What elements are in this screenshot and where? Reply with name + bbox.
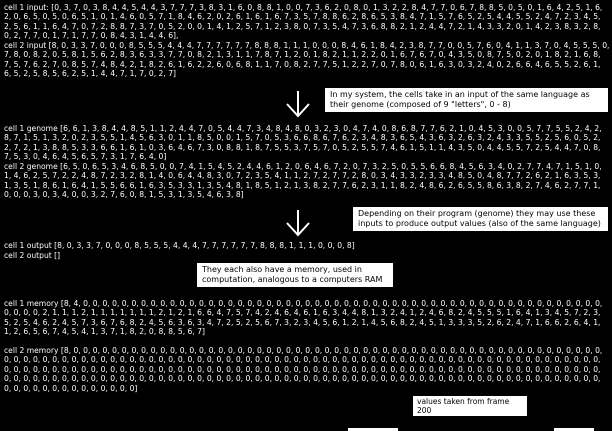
cell2-memory-text: cell 2 memory [8, 0, 0, 0, 0, 0, 0, 0, 0, 0, 0, 0, 0, 0, 0, 0, 0, 0, 0, 0, 0, 0, 0, 0, 0, 0, 0, 0, 0, 0, 0, 0, 0, 0, 0, 0, 0, 0, 0, 0, 0, 0, 0, 0, 0, 0, 0, 0, 0, 0, 0, 0, 0, 0, 0, 0, 0, 0, 0, 0, 0, 0, 0, 0, 0, 0, 0, 0, 0, 0, 0, 0, 0, 0, 0, 0, 0, 0, 0, 0, 0, 0, 0, 0, 0, 0, 0, 0, 0, 0, 0, 0, 0, 0, 0, 0, 0, 0, 0, 0, 0, 0, 0, 0, 0, 0, 0, 0, 0, 0, 0, 0, 0, 0, 0, 0, 0, 0, 0, 0, 0, 0, 0, 0, 0, 0, 0, 0, 0, 0, 0, 0, 0, 0, 0, 0, 0, 0, 0, 0, 0, 0, 0, 0, 0, 0, 0, 0, 0, 0, 0, 0, 0, 0, 0, 0, 0, 0, 0, 0, 0, 0, 0, 0, 0, 0, 0, 0, 0, 0, 0, 0, 0, 0, 0, 0, 0, 0, 0, 0, 0, 0, 0, 0, 0, 0, 0, 0, 0, 0, 0, 0, 0, 0, 0, 0, 0, 0, 0, 0, 0, 0, 0, 0, 0, 0, 0, 0, 0, 0, 0, 0, 0, 0, 0, 0, 0, 0, 0, 0, 0, 0, 0, 0, 0, 0, 0, 0, 0, 0, 0, 0, 0, 0, 0, 0, 0, 0, 0, 0, 0, 0, 0, 0, 0, 0, 0, 0, 0, 0, 0, 0, 0, 0, 0, 0]	[4, 346, 603, 393]
cell1-input-text: cell 1 input: [0, 3, 7, 0, 3, 8, 4, 4, 5, 4, 4, 3, 7, 7, 7, 3, 8, 3, 1, 6, 0, 8, 8, 1, 0, 0, 7, 3, 6, 2, 0, 8, 0, 1, 3, 2, 2, 8, 4, 7, 7, 0, 6, 7, 8, 8, 5, 0, 5, 0, 1, 6, 4, 2, 5, 1, 6, 2, 0, 6, 5, 0, 5, 0, 6, 5, 1, 0, 1, 4, 6, 0, 5, 7, 1, 8, 4, 6, 2, 0, 2, 6, 1, 6, 1, 6, 7, 3, 5, 7, 8, 8, 6, 2, 8, 6, 5, 3, 8, 4, 7, 1, 5, 7, 6, 5, 2, 5, 4, 4, 5, 5, 2, 4, 7, 2, 3, 4, 5, 2, 5, 6, 1, 1, 6, 4, 7, 0, 7, 2, 8, 8, 7, 3, 7, 0, 5, 2, 0, 0, 1, 4, 1, 2, 5, 7, 1, 2, 3, 8, 0, 7, 3, 5, 4, 7, 3, 6, 8, 8, 2, 1, 2, 4, 4, 7, 2, 1, 4, 3, 3, 2, 0, 1, 4, 2, 3, 8, 3, 2, 8, 0, 2, 7, 7, 0, 1, 7, 1, 7, 7, 0, 8, 4, 3, 1, 4, 4, 6],	[4, 3, 603, 41]
note-input-language: In my system, the cells take in an input of the same language as their genome (composed of 9 "letters", 0 - 8)	[325, 88, 608, 112]
cell1-output-text: cell 1 output [8, 0, 3, 3, 7, 0, 0, 0, 8, 5, 5, 5, 4, 4, 4, 7, 7, 7, 7, 7, 7, 8, 8, 8, 1, 1, 1, 0, 0, 0, 8]	[4, 241, 355, 250]
cell2-genome-text: cell 2 genome [6, 5, 0, 6, 5, 3, 4, 6, 8, 5, 0, 0, 7, 4, 1, 5, 4, 5, 2, 4, 4, 6, 1, 2, 0, 6, 4, 6, 7, 2, 0, 7, 3, 2, 5, 0, 5, 5, 6, 6, 8, 4, 5, 6, 3, 4, 0, 2, 7, 7, 4, 7, 1, 5, 1, 0, 1, 4, 6, 2, 5, 7, 2, 2, 4, 8, 7, 2, 3, 2, 8, 1, 4, 0, 6, 4, 4, 8, 3, 0, 7, 2, 3, 5, 4, 1, 1, 2, 7, 2, 7, 7, 2, 8, 0, 3, 4, 3, 3, 2, 3, 3, 4, 8, 5, 0, 4, 8, 7, 7, 2, 6, 2, 1, 6, 3, 5, 3, 1, 3, 5, 1, 8, 6, 1, 6, 4, 1, 5, 5, 6, 6, 1, 6, 3, 5, 3, 3, 1, 3, 5, 4, 8, 1, 8, 5, 1, 2, 1, 3, 8, 2, 7, 7, 6, 2, 3, 1, 1, 8, 2, 4, 8, 6, 2, 6, 5, 5, 8, 6, 3, 8, 2, 7, 4, 6, 2, 7, 7, 1, 0, 0, 0, 3, 0, 3, 4, 0, 0, 3, 2, 7, 6, 0, 8, 1, 5, 3, 1, 3, 5, 4, 6, 3, 8]	[4, 162, 602, 200]
cell2-output-text: cell 2 output []	[4, 251, 61, 260]
cell2-input-text: cell 2 input [8, 0, 3, 3, 7, 0, 0, 0, 8, 5, 5, 5, 4, 4, 4, 7, 7, 7, 7, 7, 7, 8, 8, 8, 1, 1, 1, 0, 0, 0, 8, 4, 6, 1, 8, 4, 2, 3, 8, 7, 7, 0, 0, 5, 7, 6, 0, 4, 1, 1, 3, 7, 0, 4, 5, 5, 5, 0, 7, 8, 0, 8, 2, 0, 5, 8, 1, 5, 6, 2, 8, 3, 6, 3, 3, 7, 7, 0, 8, 2, 1, 3, 1, 1, 7, 8, 7, 1, 2, 0, 1, 8, 2, 1, 1, 2, 2, 0, 1, 6, 7, 6, 7, 0, 4, 3, 5, 0, 8, 7, 5, 0, 2, 0, 1, 8, 2, 1, 6, 8, 7, 5, 7, 6, 2, 7, 0, 8, 5, 7, 4, 8, 4, 2, 1, 8, 2, 6, 1, 6, 2, 2, 6, 0, 6, 8, 1, 1, 7, 0, 8, 2, 7, 7, 5, 1, 2, 2, 7, 0, 7, 8, 0, 6, 1, 6, 3, 0, 3, 2, 4, 0, 2, 6, 6, 4, 6, 5, 5, 2, 6, 1, 6, 5, 2, 5, 8, 5, 6, 2, 5, 1, 4, 4, 7, 1, 7, 0, 2, 7]	[4, 41, 610, 79]
note-memory: They each also have a memory, used in computation, analogous to a computers RAM	[197, 263, 393, 287]
cell1-memory-text: cell 1 memory [8, 4, 0, 0, 0, 0, 0, 0, 0, 0, 0, 0, 0, 0, 0, 0, 0, 0, 0, 0, 0, 0, 0, 0, 0, 0, 0, 0, 0, 0, 0, 0, 0, 0, 0, 0, 0, 0, 0, 0, 0, 0, 0, 0, 0, 0, 0, 0, 0, 0, 0, 0, 0, 0, 0, 0, 0, 0, 0, 0, 2, 1, 1, 1, 2, 1, 1, 1, 1, 1, 1, 1, 2, 1, 2, 1, 6, 6, 4, 7, 5, 7, 4, 2, 4, 6, 4, 6, 1, 6, 3, 4, 4, 8, 1, 3, 2, 4, 1, 2, 4, 6, 8, 2, 4, 5, 5, 5, 1, 6, 4, 1, 3, 4, 5, 7, 2, 3, 5, 2, 5, 4, 6, 2, 4, 5, 7, 3, 6, 7, 6, 8, 2, 4, 5, 6, 3, 6, 3, 4, 7, 2, 5, 2, 5, 6, 7, 3, 2, 3, 4, 5, 6, 1, 2, 1, 4, 5, 6, 8, 2, 4, 5, 1, 3, 3, 3, 5, 2, 6, 2, 4, 7, 1, 6, 6, 2, 6, 4, 1, 1, 2, 6, 5, 6, 7, 4, 5, 4, 1, 3, 7, 1, 8, 2, 0, 8, 8, 5, 6, 7]	[4, 299, 603, 337]
cell1-genome-text: cell 1 genome [6, 6, 1, 3, 8, 4, 4, 8, 5, 1, 1, 2, 4, 4, 7, 0, 5, 4, 4, 7, 3, 4, 8, 4, 8, 0, 3, 2, 3, 0, 4, 7, 4, 0, 8, 6, 8, 7, 7, 6, 2, 1, 0, 4, 5, 3, 0, 0, 5, 7, 7, 5, 5, 2, 4, 2, 8, 7, 1, 5, 1, 3, 2, 0, 2, 3, 5, 5, 1, 4, 5, 6, 3, 0, 1, 1, 8, 5, 0, 0, 1, 5, 7, 0, 5, 3, 6, 6, 8, 6, 7, 6, 2, 3, 4, 8, 3, 6, 5, 4, 3, 6, 3, 2, 6, 3, 2, 4, 3, 3, 5, 5, 2, 5, 6, 0, 5, 2, 2, 7, 2, 1, 3, 8, 8, 5, 3, 3, 6, 6, 1, 6, 1, 0, 3, 6, 4, 6, 7, 3, 0, 8, 8, 1, 8, 7, 5, 5, 3, 7, 5, 7, 0, 5, 2, 5, 5, 7, 4, 6, 1, 5, 1, 1, 4, 3, 5, 0, 4, 4, 5, 5, 7, 2, 5, 4, 4, 7, 0, 8, 7, 5, 3, 0, 4, 6, 4, 5, 6, 5, 7, 3, 1, 7, 6, 4, 0]	[4, 124, 602, 162]
footnote-frame: values taken from frame 200	[413, 396, 527, 416]
note-program-output: Depending on their program (genome) they may use these inputs to produce output values (also of the same language)	[353, 207, 608, 231]
down-arrow-icon	[284, 209, 312, 237]
down-arrow-icon	[284, 90, 312, 118]
